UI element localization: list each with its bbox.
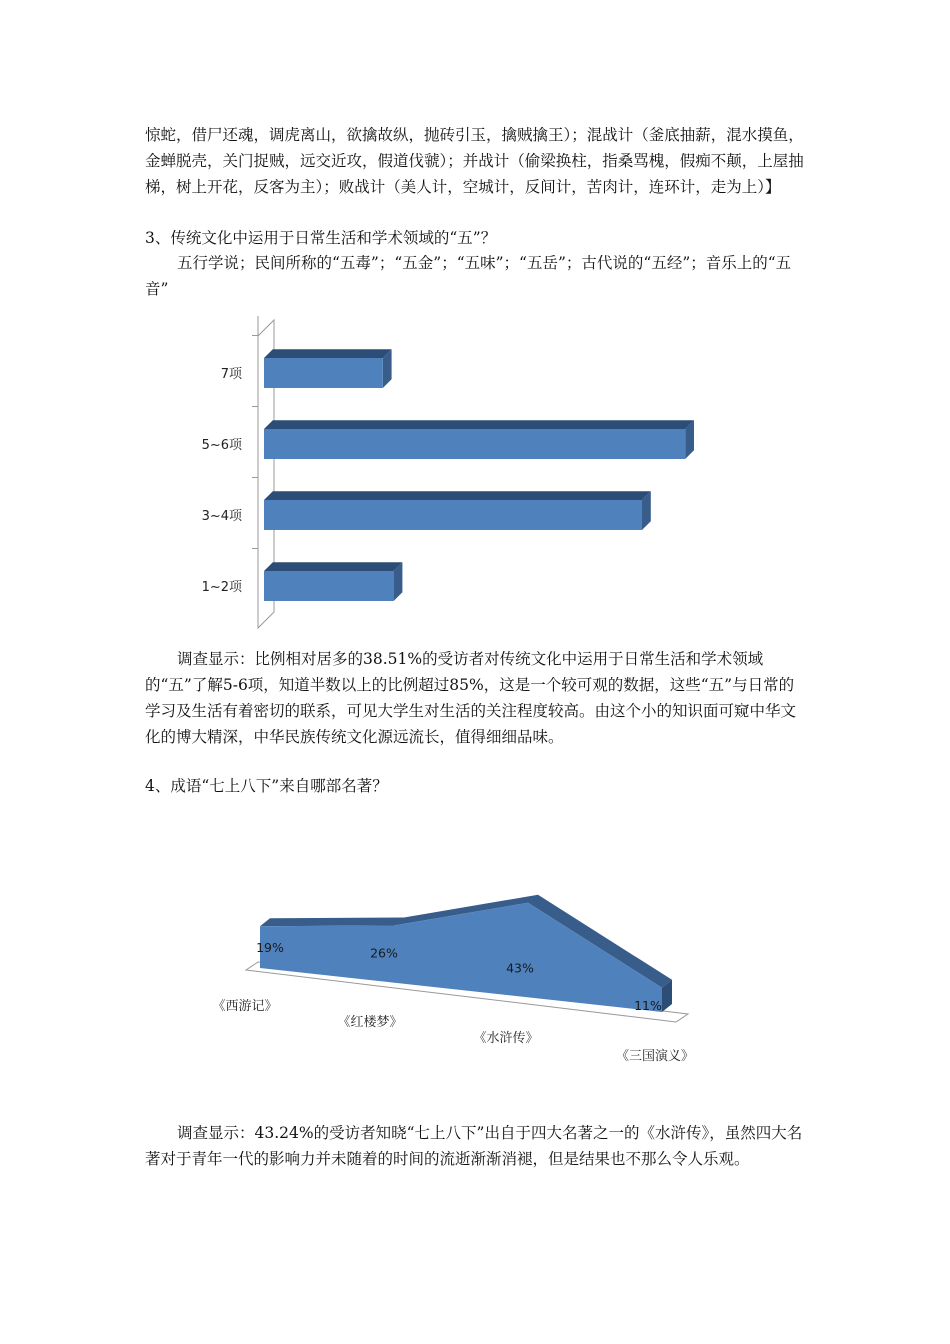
category-label-0: 《西游记》 bbox=[212, 999, 278, 1014]
bar-top-1 bbox=[264, 420, 694, 429]
data-label-0: 19% bbox=[256, 940, 284, 956]
bar-1 bbox=[264, 429, 685, 459]
tick-label-2: 3~4项 bbox=[201, 509, 242, 524]
tick-label-1: 5~6项 bbox=[201, 438, 242, 453]
bar-3 bbox=[264, 571, 394, 601]
area-chart-novels bbox=[0, 820, 950, 1080]
data-label-2: 43% bbox=[506, 960, 534, 976]
bar-0 bbox=[264, 358, 383, 388]
data-label-3: 11% bbox=[634, 997, 662, 1013]
category-label-3: 《三国演义》 bbox=[615, 1049, 695, 1064]
bar-2 bbox=[264, 500, 642, 530]
tick-label-0: 7项 bbox=[220, 367, 242, 382]
category-label-2: 《水浒传》 bbox=[473, 1031, 539, 1046]
paragraph-intro: 惊蛇，借尸还魂，调虎离山，欲擒故纵，抛砖引玉，擒贼擒王）；混战计（釜底抽薪，混水摸鱼，金蝉脱壳，关门捉贼，远交近攻，假道伐虢）；并战计（偷梁换柱，指桑骂槐，假痴不颠，上屋抽梯，树上开花，反客为主）；败战计（美人计，空城计，反间计，苦肉计，连环计，走为上）】 bbox=[145, 126, 804, 196]
bar-top-3 bbox=[264, 562, 402, 571]
survey-result-3: 调查显示：比例相对居多的38.51%的受访者对传统文化中运用于日常生活和学术领域的“五”了解5-6项，知道半数以上的比例超过85%，这是一个较可观的数据，这些“五”与日常的学习及生活有着密切的联系，可见大学生对生活的关注程度较高。由这个小的知识面可窥中华文化的博大精深，中华民族传统文化源远流长，值得细细品味。 bbox=[145, 650, 797, 746]
question-3: 3、传统文化中运用于日常生活和学术领域的“五”？ bbox=[145, 229, 497, 247]
tick-label-3: 1~2项 bbox=[201, 580, 242, 595]
bar-top-2 bbox=[264, 491, 651, 500]
bar-chart-five bbox=[0, 310, 950, 650]
data-label-1: 26% bbox=[370, 945, 398, 961]
bar-top-0 bbox=[264, 349, 392, 358]
category-label-1: 《红楼梦》 bbox=[337, 1015, 403, 1030]
survey-result-4: 调查显示：43.24%的受访者知晓“七上八下”出自于四大名著之一的《水浒传》，虽然四大名著对于青年一代的影响力并未随着的时间的流逝渐渐消褪，但是结果也不那么令人乐观。 bbox=[145, 1124, 803, 1168]
question-4: 4、成语“七上八下”来自哪部名著？ bbox=[145, 777, 388, 795]
answer-3: 五行学说；民间所称的“五毒”；“五金”；“五味”；“五岳”；古代说的“五经”；音乐上的“五音” bbox=[145, 254, 792, 298]
